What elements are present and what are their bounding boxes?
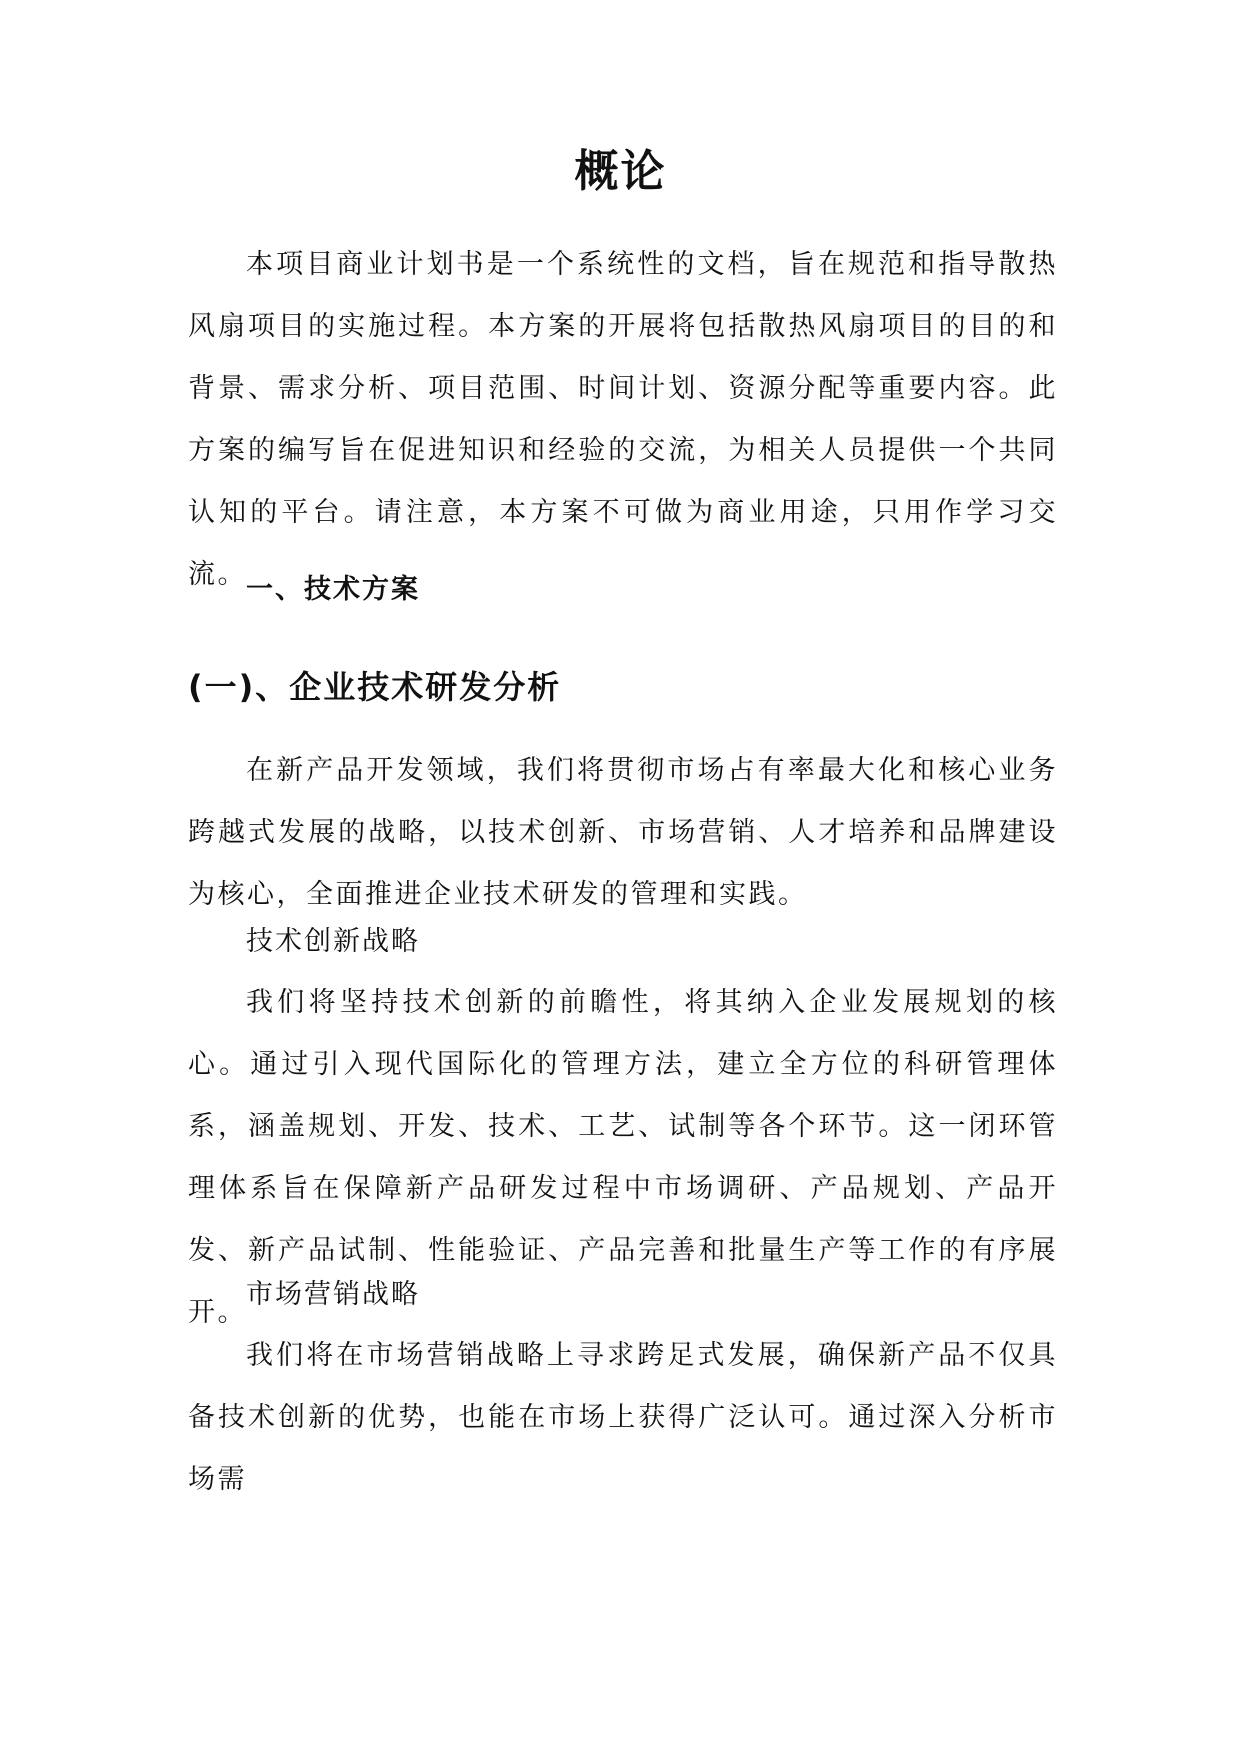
tech-innovation-paragraph: 我们将坚持技术创新的前瞻性，将其纳入企业发展规划的核心。通过引入现代国际化的管理方法，建立全方位的科研管理体系，涵盖规划、开发、技术、工艺、试制等各个环节。这一闭环管理体系旨在保障新产品研发过程中市场调研、产品规划、产品开发、新产品试制、性能验证、产品完善和批量生产等工作的有序展开。 (188, 987, 1058, 1328)
marketing-heading: 市场营销战略 (246, 1279, 420, 1310)
rd-analysis-paragraph: 在新产品开发领域，我们将贯彻市场占有率最大化和核心业务跨越式发展的战略，以技术创新、市场营销、人才培养和品牌建设为核心，全面推进企业技术研发的管理和实践。 (188, 755, 1058, 910)
section-heading-technical-plan: 一、技术方案 (246, 574, 420, 605)
intro-paragraph: 本项目商业计划书是一个系统性的文档，旨在规范和指导散热风扇项目的实施过程。本方案的开展将包括散热风扇项目的目的和背景、需求分析、项目范围、时间计划、资源分配等重要内容。此方案的编写旨在促进知识和经验的交流，为相关人员提供一个共同认知的平台。请注意，本方案不可做为商业用途，只用作学习交流。 (188, 249, 1058, 590)
marketing-paragraph: 我们将在市场营销战略上寻求跨足式发展，确保新产品不仅具备技术创新的优势，也能在市场上获得广泛认可。通过深入分析市场需 (188, 1340, 1058, 1495)
document-title: 概论 (574, 146, 667, 197)
subsection-heading-rd-analysis: (一)、企业技术研发分析 (188, 668, 562, 706)
tech-innovation-heading: 技术创新战略 (246, 926, 420, 957)
